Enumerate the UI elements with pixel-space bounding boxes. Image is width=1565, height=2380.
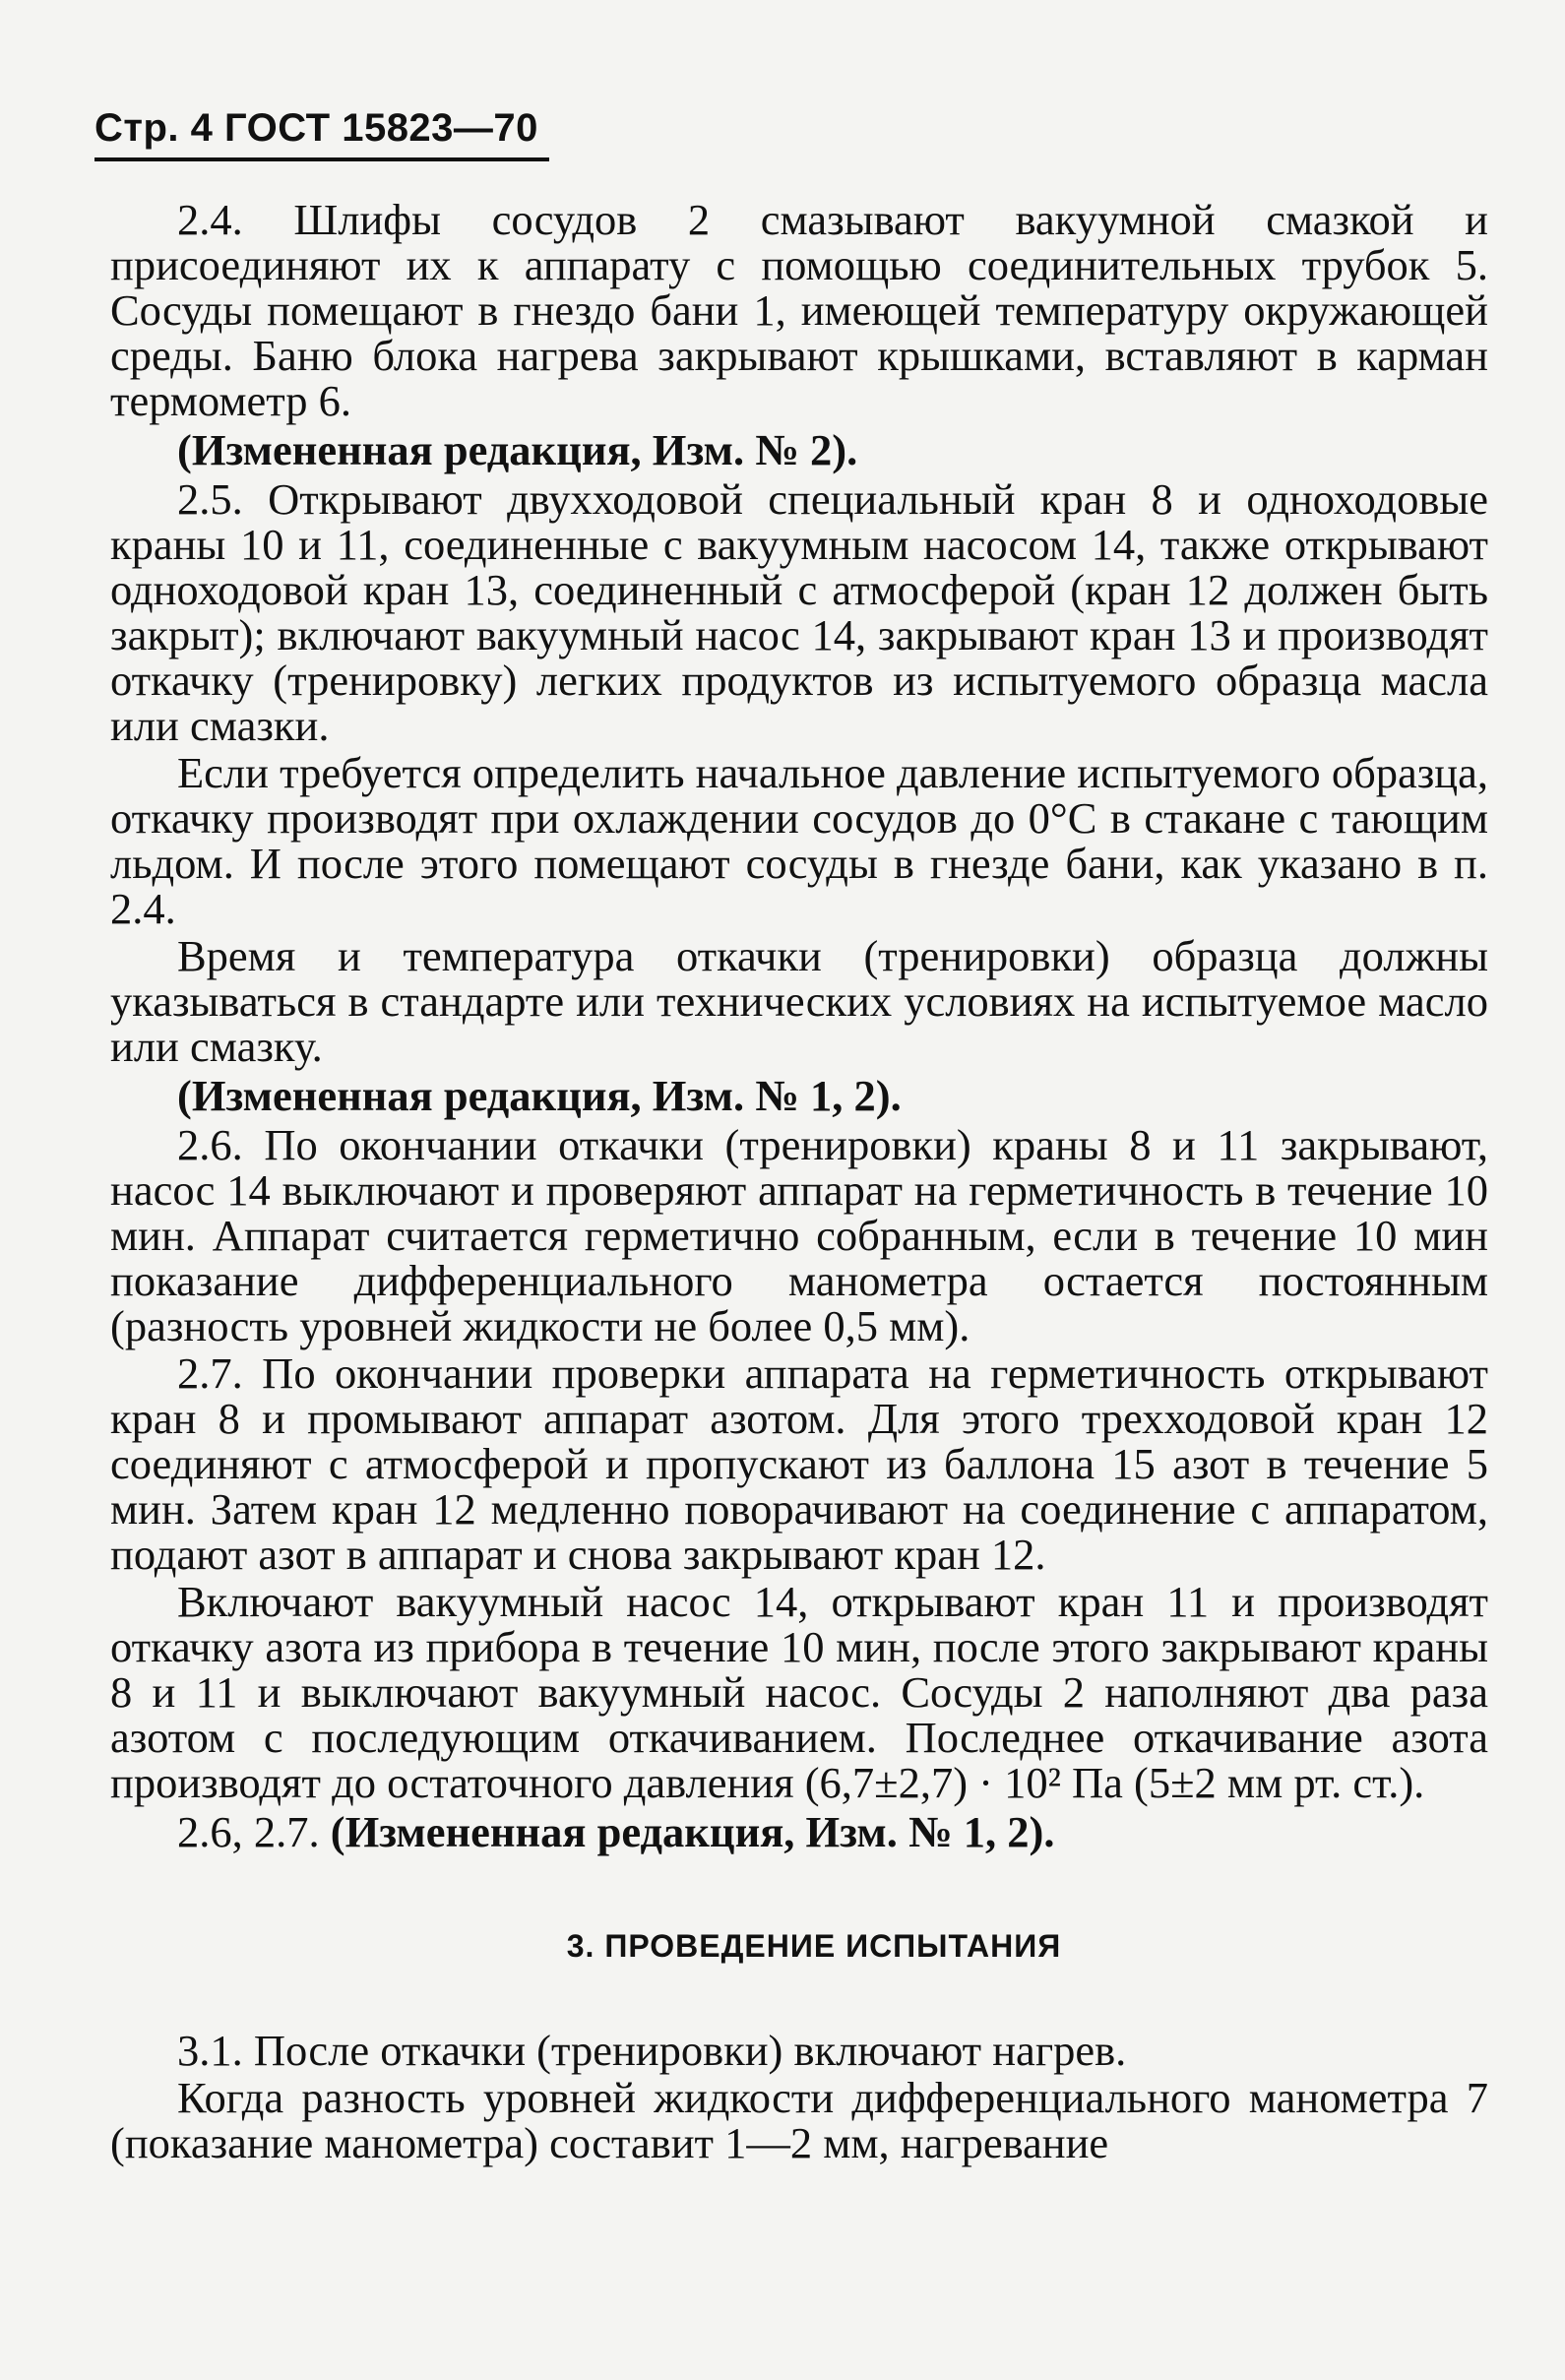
paragraph-2-7: 2.7. По окончании проверки аппарата на герметичность открывают кран 8 и промывают аппарат азотом. Для этого трехходовой кран 12 соединяют с атмосферой и пропускают из баллона 15 азот в течение 5 мин. Затем кран 12 медленно поворачивают на соединение с аппаратом, подают азот в аппарат и снова закрывают кран 12. — [110, 1348, 1488, 1579]
amendment-note-2-4: (Измененная редакция, Изм. № 2). — [177, 425, 858, 474]
paragraph-2-5-initial-pressure: Если требуется определить начальное давление испытуемого образца, откачку производят при охлаждении сосудов до 0°С в стакане с тающим льдом. И после этого помещают сосуды в гнезде бани, как указано в п. 2.4. — [110, 748, 1488, 933]
amendment-note-text: (Измененная редакция, Изм. № 1, 2). — [330, 1807, 1055, 1856]
paragraph-2-4: 2.4. Шлифы сосудов 2 смазывают вакуумной смазкой и присоединяют их к аппарату с помощью соединительных трубок 5. Сосуды помещают в гнездо бани 1, имеющей температуру окружающей среды. Баню блока нагрева закрывают крышками, вставляют в карман термометр 6. — [110, 195, 1488, 425]
paragraph-2-5-time-temperature: Время и температура откачки (тренировки) образца должны указываться в стандарте или технических условиях на испытуемое масло или смазку. — [110, 931, 1488, 1071]
amendment-note-clauses: 2.6, 2.7. — [177, 1807, 320, 1856]
document-body — [110, 197, 1488, 2165]
header-divider — [94, 157, 549, 161]
amendment-note-2-6-2-7 — [110, 1809, 1488, 1854]
paragraph-3-1-continued: Когда разность уровней жидкости дифференциального манометра 7 (показание манометра) составит 1—2 мм, нагревание — [110, 2073, 1488, 2167]
amendment-note-2-5: (Измененная редакция, Изм. № 1, 2). — [177, 1071, 902, 1120]
paragraph-2-7-evacuation: Включают вакуумный насос 14, открывают кран 11 и производят откачку азота из прибора в течение 10 мин, после этого закрывают краны 8 и 11 и выключают вакуумный насос. Сосуды 2 наполняют два раза азотом с последующим откачиванием. Последнее откачивание азота производят до остаточного давления (6,7±2,7) · 10² Па (5±2 мм рт. ст.). — [110, 1577, 1488, 1807]
section-heading-3: 3. ПРОВЕДЕНИЕ ИСПЫТАНИЯ — [566, 1928, 1062, 1964]
paragraph-3-1: 3.1. После откачки (тренировки) включают нагрев. — [177, 2026, 1127, 2075]
page-header: Стр. 4 ГОСТ 15823—70 — [94, 106, 538, 150]
paragraph-2-5: 2.5. Открывают двухходовой специальный кран 8 и одноходовые краны 10 и 11, соединенные с вакуумным насосом 14, также открывают одноходовой кран 13, соединенный с атмосферой (кран 12 должен быть закрыт); включают вакуумный насос 14, закрывают кран 13 и производят откачку (тренировку) легких продуктов из испытуемого образца масла или смазки. — [110, 474, 1488, 750]
paragraph-2-6: 2.6. По окончании откачки (тренировки) краны 8 и 11 закрывают, насос 14 выключают и проверяют аппарат на герметичность в течение 10 мин. Аппарат считается герметично собранным, если в течение 10 мин показание дифференциального манометра остается постоянным (разность уровней жидкости не более 0,5 мм). — [110, 1120, 1488, 1350]
